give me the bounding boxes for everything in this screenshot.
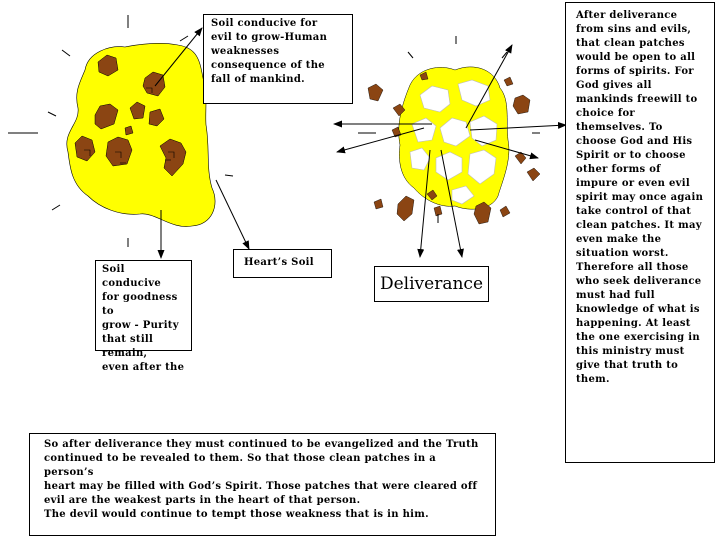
heart-soil-label: Heart’s Soil (233, 249, 332, 278)
after-deliverance-callout: After deliverance from sins and evils, that clean patches would be open to all forms of spirits. For God gives all mankinds freewill to choice for themselves. To choose God and His Spirit or to choose other forms of impure or even evil spirit may once again take control of that clean patches. It may even make the situation worst. Therefore all those who seek deliverance must had full knowledge of what is happening. At least the one exercising in this ministry must give that truth to them. (565, 2, 715, 463)
evangelize-summary-box: So after deliverance they must continued to be evangelized and the Truth continued to be revealed to them. So that those clean patches in a person’s heart may be filled with God’s Spirit. Those patches that were cleared off evil are the weakest parts in the heart of that person. The devil would continue to tempt those weakness that is in him. (29, 433, 496, 536)
deliverance-figure (334, 36, 566, 257)
yellow-soil-blob (67, 43, 215, 226)
soil-evil-callout: Soil conducive for evil to grow-Human weaknesses consequence of the fall of mankind. (203, 14, 353, 104)
soil-goodness-callout: Soil conducive for goodness to grow - Purity that still remain, even after the (95, 260, 192, 351)
deliverance-label: Deliverance (374, 266, 489, 302)
